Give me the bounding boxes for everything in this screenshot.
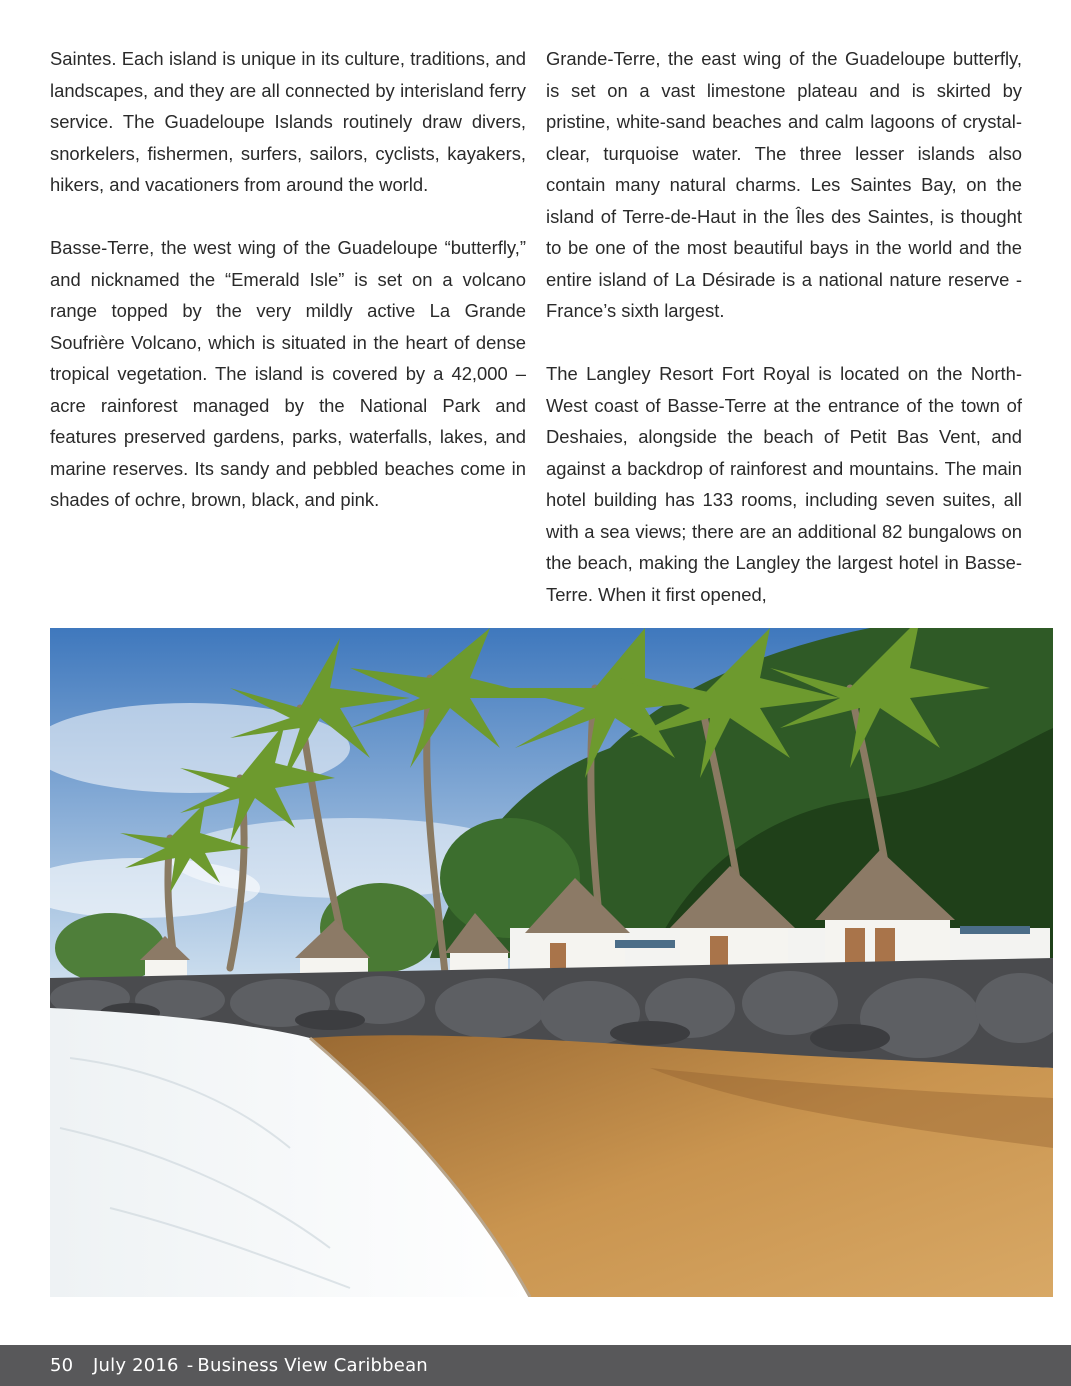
page-number: 50: [50, 1355, 74, 1376]
photo-illustration: [50, 628, 1053, 1297]
footer-separator: -: [186, 1355, 194, 1376]
paragraph: Grande-Terre, the east wing of the Guadeloupe butterfly, is set on a vast limestone plateau and is skirted by pristine, white-sand beaches and calm lagoons of crystal-clear, turquoise water. The three lesser islands also contain many natural charms. Les Saintes Bay, on the island of Terre-de-Haut in the Îles des Saintes, is thought to be one of the most beautiful bays in the world and the entire island of La Désirade is a national nature reserve - France’s sixth largest.: [546, 48, 1022, 321]
right-text-column: [546, 43, 1022, 642]
paragraph: The Langley Resort Fort Royal is located on the North-West coast of Basse-Terre at the entrance of the town of Deshaies, alongside the beach of Petit Bas Vent, and against a backdrop of rainforest and mountains. The main hotel building has 133 rooms, including seven suites, all with a sea views; there are an additional 82 bungalows on the beach, making the Langley the largest hotel in Basse-Terre. When it first opened,: [546, 363, 1022, 605]
page-footer: [0, 1345, 1071, 1386]
beach-resort-photo: [50, 628, 1053, 1297]
paragraph: Basse-Terre, the west wing of the Guadeloupe “butterfly,” and nicknamed the “Emerald Isle” is set on a volcano range topped by the very mildly active La Grande Soufrière Volcano, which is situated in the heart of dense tropical vegetation. The island is covered by a 42,000 –acre rainforest managed by the National Park and features preserved gardens, parks, waterfalls, lakes, and marine reserves. Its sandy and pebbled beaches come in shades of ochre, brown, black, and pink.: [50, 237, 526, 510]
issue-date: July 2016: [93, 1355, 179, 1376]
publication-name: Business View Caribbean: [197, 1355, 428, 1376]
paragraph: Saintes. Each island is unique in its culture, traditions, and landscapes, and they are all connected by interisland ferry service. The Guadeloupe Islands routinely draw divers, snorkelers, fishermen, surfers, sailors, cyclists, kayakers, hikers, and vacationers from around the world.: [50, 48, 526, 195]
issue-info: [93, 1345, 428, 1386]
left-text-column: [50, 43, 526, 547]
